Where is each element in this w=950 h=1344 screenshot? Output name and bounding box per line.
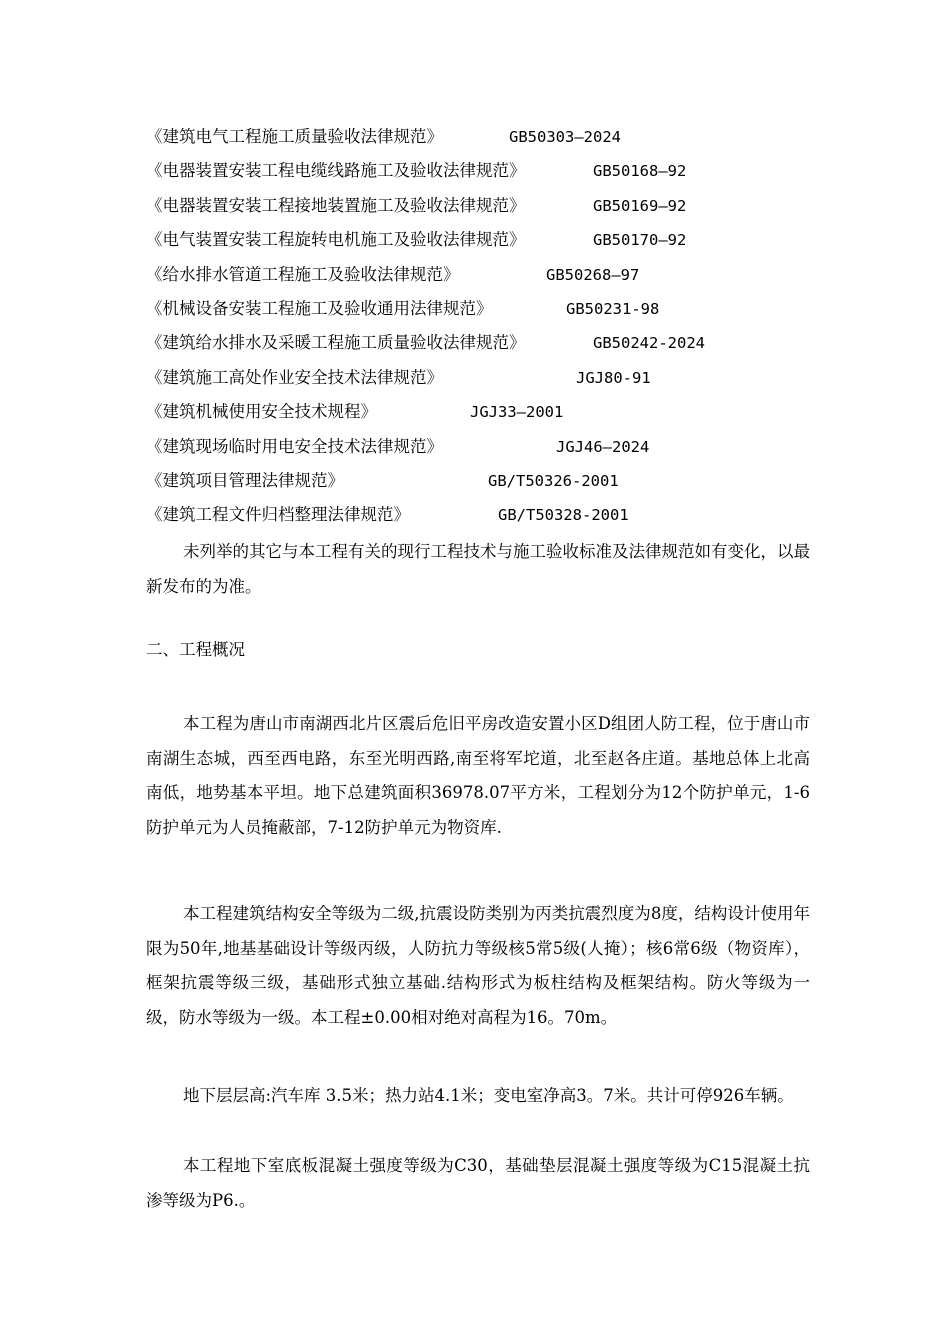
concrete-paragraph: 本工程地下室底板混凝土强度等级为C30，基础垫层混凝土强度等级为C15混凝土抗渗等级为P6.。 bbox=[146, 1156, 810, 1210]
standards-list bbox=[146, 120, 846, 533]
standard-item bbox=[146, 189, 846, 223]
standard-title: 《给水排水管道工程施工及验收法律规范》 bbox=[146, 264, 460, 284]
standard-item bbox=[146, 464, 846, 498]
standard-item bbox=[146, 292, 846, 326]
standard-code: GB50231-98 bbox=[566, 299, 660, 318]
standard-title: 《建筑项目管理法律规范》 bbox=[146, 470, 344, 490]
standard-code: GB50242-2024 bbox=[593, 334, 705, 353]
standard-code: GB/T50326-2001 bbox=[488, 471, 619, 490]
standard-title: 《电气装置安装工程旋转电机施工及验收法律规范》 bbox=[146, 230, 526, 250]
standard-title: 《电器装置安装工程接地装置施工及验收法律规范》 bbox=[146, 195, 526, 215]
standard-code: JGJ33—2001 bbox=[470, 403, 564, 422]
structure-paragraph: 本工程建筑结构安全等级为二级,抗震设防类别为丙类抗震烈度为8度，结构设计使用年限为50年,地基基础设计等级丙级，人防抗力等级核5常5级(人掩）；核6常6级（物资库），框架抗震等级三级，基础形式独立基础.结构形式为板柱结构及框架结构。防火等级为一级，防水等级为一级。本工程±0.00相对绝对高程为16。70m。 bbox=[146, 904, 810, 1027]
standard-code: GB/T50328-2001 bbox=[498, 506, 629, 525]
standard-title: 《建筑工程文件归档整理法律规范》 bbox=[146, 505, 410, 525]
standard-title: 《建筑给水排水及采暖工程施工质量验收法律规范》 bbox=[146, 333, 526, 353]
standard-item bbox=[146, 326, 846, 360]
standard-title: 《建筑施工高处作业安全技术法律规范》 bbox=[146, 367, 443, 387]
standard-title: 《机械设备安装工程施工及验收通用法律规范》 bbox=[146, 298, 493, 318]
standard-item bbox=[146, 223, 846, 257]
standard-code: JGJ46—2024 bbox=[556, 437, 650, 456]
standard-item bbox=[146, 258, 846, 292]
standard-item bbox=[146, 120, 846, 154]
standard-title: 《建筑电气工程施工质量验收法律规范》 bbox=[146, 127, 443, 146]
standard-title: 《建筑机械使用安全技术规程》 bbox=[146, 402, 377, 422]
standard-item bbox=[146, 498, 846, 532]
standard-code: GB50168—92 bbox=[593, 162, 687, 181]
standard-title: 《建筑现场临时用电安全技术法律规范》 bbox=[146, 436, 443, 456]
floor-height-paragraph: 地下层层高:汽车库 3.5米；热力站4.1米；变电室净高3。7米。共计可停926车辆。 bbox=[183, 1086, 794, 1105]
overview-paragraph: 本工程为唐山市南湖西北片区震后危旧平房改造安置小区D组团人防工程，位于唐山市南湖生态城，西至西电路，东至光明西路,南至将军坨道，北至赵各庄道。基地总体上北高南低，地势基本平坦。地下总建筑面积36978.07平方米，工程划分为12个防护单元，1-6防护单元为人员掩蔽部，7-12防护单元为物资库. bbox=[146, 714, 810, 837]
standard-item bbox=[146, 154, 846, 188]
standard-item bbox=[146, 361, 846, 395]
standard-code: GB50303—2024 bbox=[509, 128, 621, 146]
standards-note: 未列举的其它与本工程有关的现行工程技术与施工验收标准及法律规范如有变化，以最新发布的为准。 bbox=[146, 542, 810, 596]
standard-code: GB50169—92 bbox=[593, 196, 687, 215]
standard-code: GB50170—92 bbox=[593, 231, 687, 250]
section-heading: 二、工程概况 bbox=[146, 640, 245, 659]
standard-code: JGJ80-91 bbox=[576, 368, 651, 387]
standard-item bbox=[146, 395, 846, 429]
standard-item bbox=[146, 430, 846, 464]
standard-title: 《电器装置安装工程电缆线路施工及验收法律规范》 bbox=[146, 161, 526, 181]
standard-code: GB50268—97 bbox=[546, 265, 640, 284]
